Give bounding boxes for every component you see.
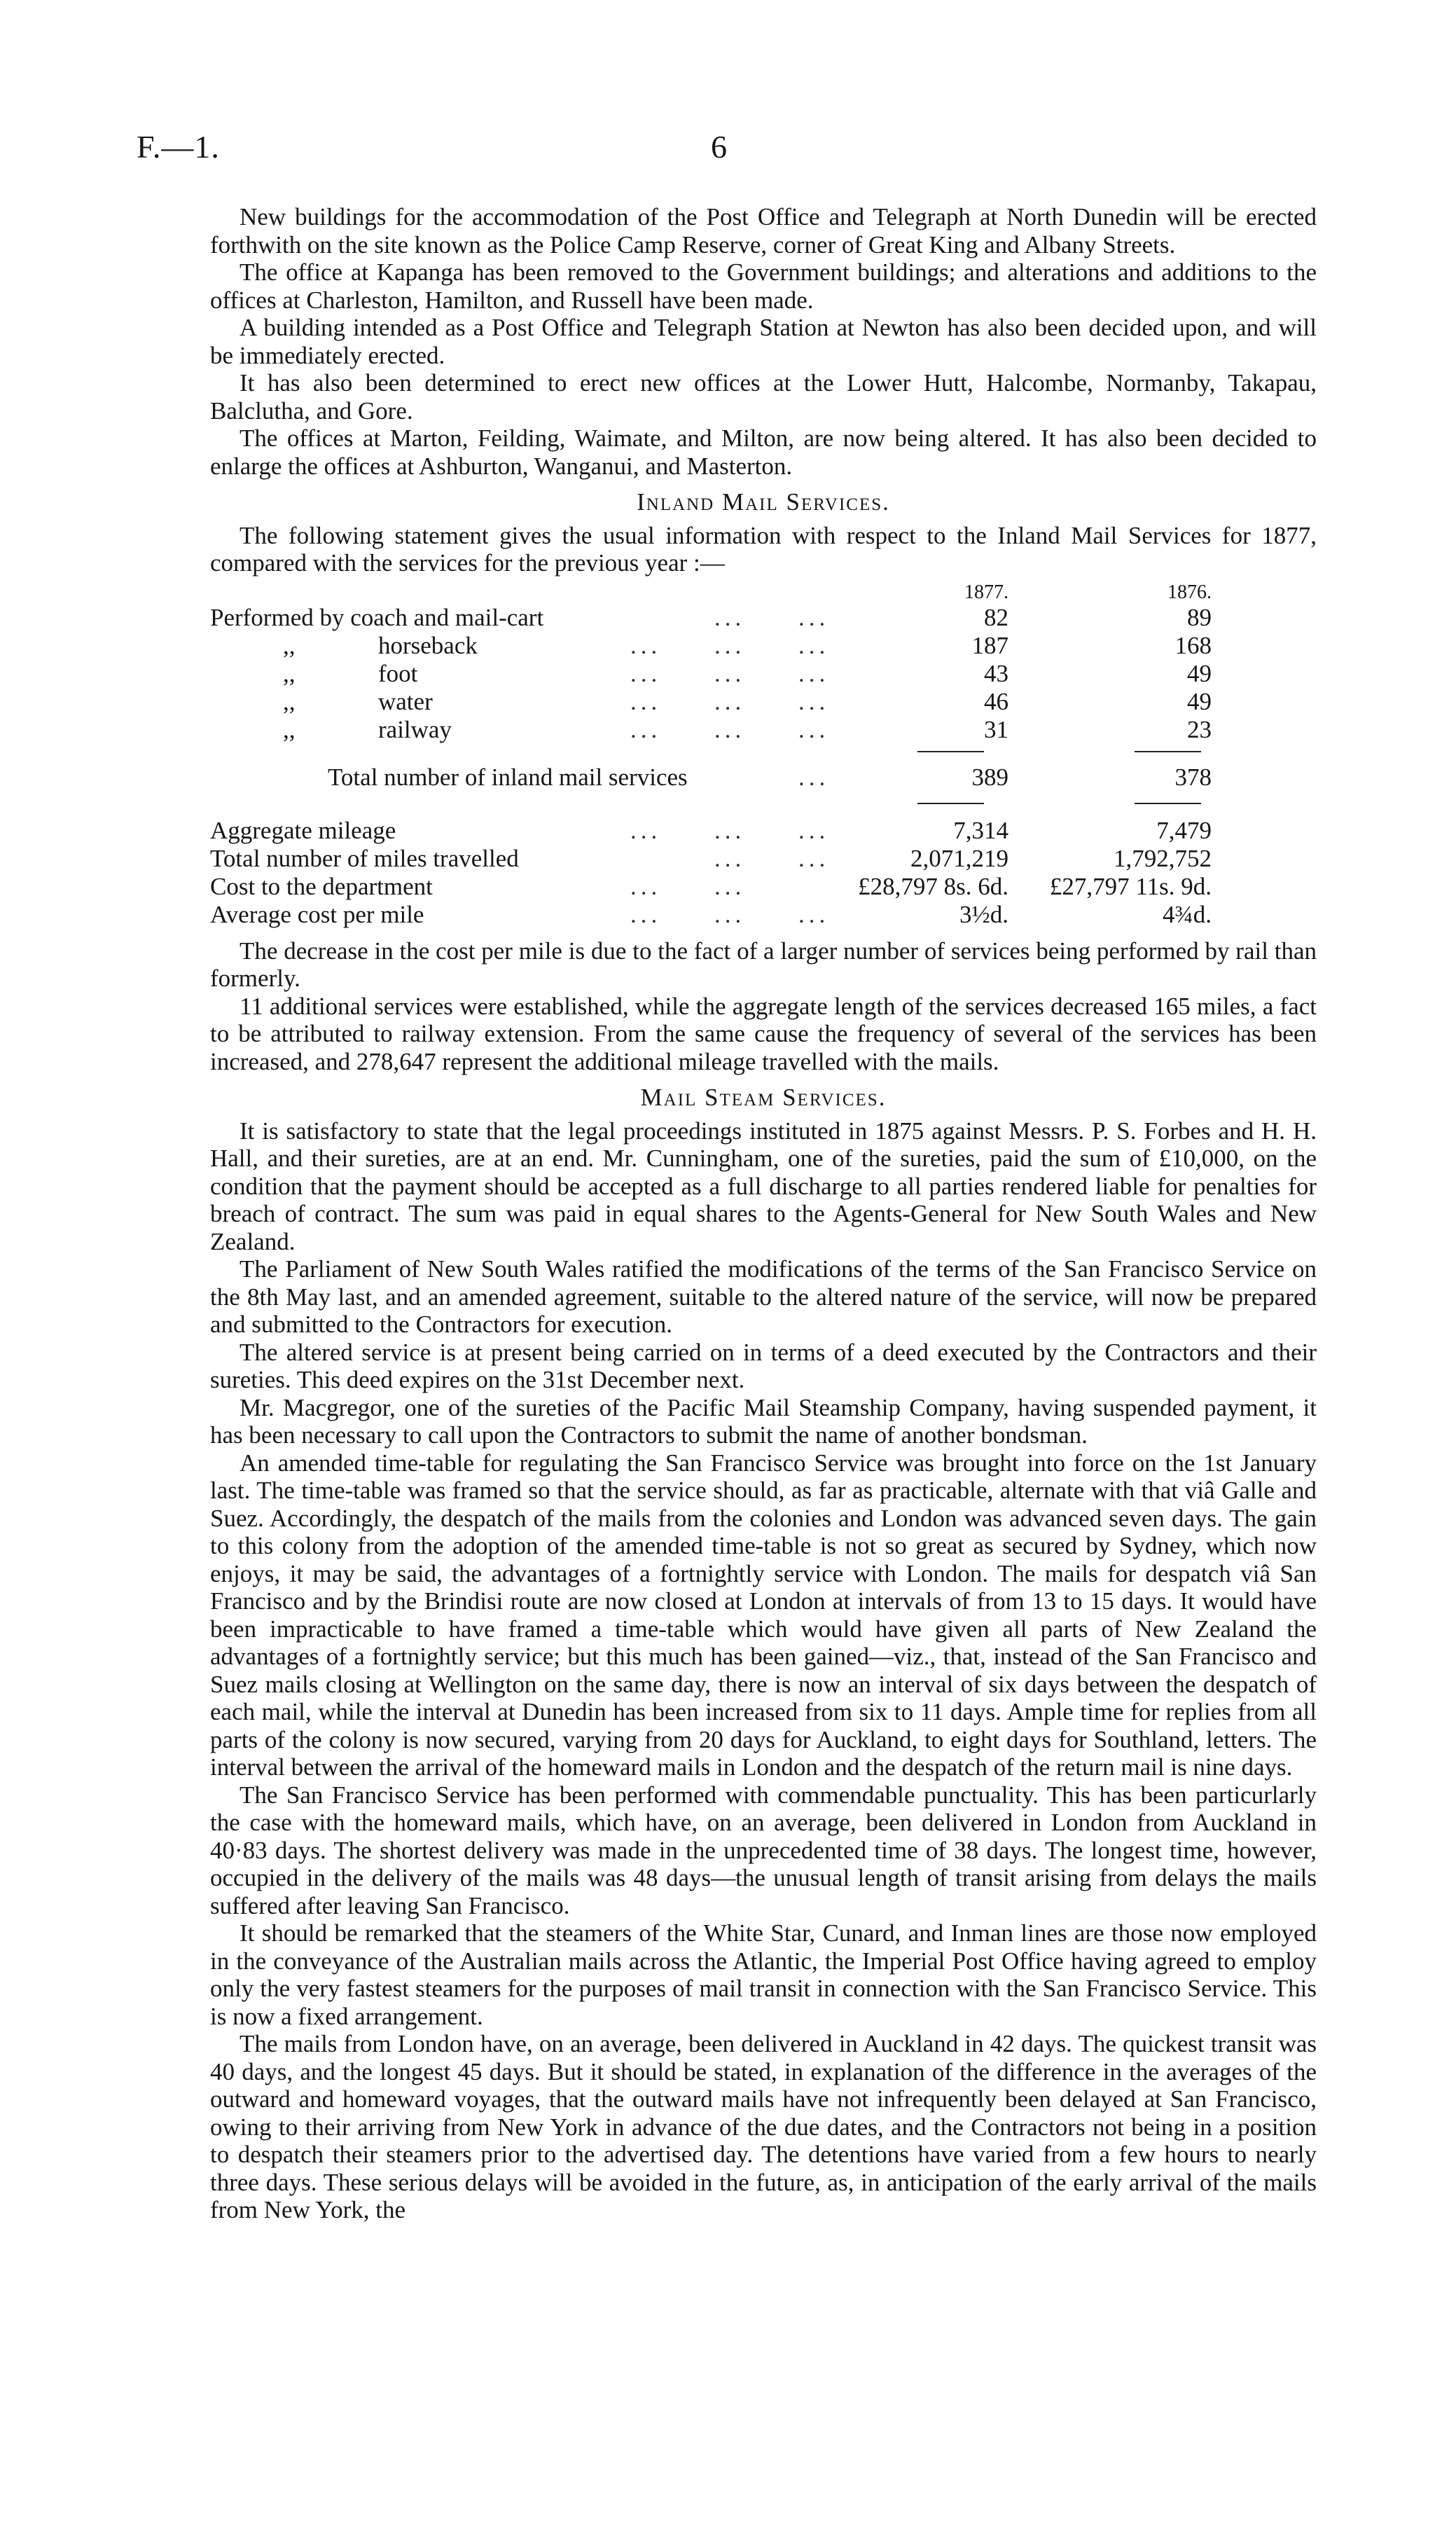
leader-dots: ...	[798, 715, 830, 743]
summary-label: Average cost per mile	[210, 900, 424, 928]
leader-dots: ...	[798, 844, 830, 872]
paragraph: The following statement gives the usual information with respect to the Inland Mail Services for 1877, compared with the services for the previous year :—	[210, 521, 1317, 577]
leader-dots: ...	[798, 631, 830, 659]
leader-dots: ...	[630, 900, 662, 928]
leader-dots: ...	[714, 816, 746, 844]
leader-dots: ...	[798, 900, 830, 928]
paragraph: The offices at Marton, Feilding, Waimate, and Milton, are now being altered. It has also been decided to enlarge the offices at Ashburton, Wanganui, and Masterton.	[210, 425, 1317, 480]
leader-dots: ...	[630, 816, 662, 844]
paragraph: The mails from London have, on an average, been delivered in Auckland in 42 days. The quickest transit was 40 days, and the longest 45 days. But it should be stated, in explanation of the difference in the averages of the outward and homeward voyages, that the outward mails have not infrequently been delayed at San Francisco, owing to their arriving from New York in advance of the due dates, and the Contractors not being in a position to despatch their steamers prior to the advertised day. The detentions have varied from a few hours to nearly three days. These serious delays will be avoided in the future, as, in anticipation of the early arrival of the mails from New York, the	[210, 2030, 1317, 2223]
row-label: water	[378, 687, 433, 715]
summary-1876: £27,797 11s. 9d.	[1049, 872, 1212, 900]
total-1876: 378	[1174, 763, 1212, 791]
subtotal-rule	[917, 803, 984, 804]
paragraph: The San Francisco Service has been performed with commendable punctuality. This has been particurlarly the case with the homeward mails, which have, on an average, been delivered in London from Auckland in 40·83 days. The shortest delivery was made in the unprecedented time of 38 days. The longest time, however, occupied in the delivery of the mails was 48 days—the unusual length of transit arising from delays the mails suffered after leaving San Francisco.	[210, 1781, 1317, 1919]
ditto-mark: ,,	[283, 631, 296, 659]
leader-dots: ...	[714, 872, 746, 900]
row-label: horseback	[378, 631, 478, 659]
summary-row	[210, 901, 1317, 929]
paragraph: 11 additional services were established, while the aggregate length of the services decreased 165 miles, a fact to be attributed to railway extension. From the same cause the frequency of several of the services has been increased, and 278,647 represent the additional mileage travelled with the mails.	[210, 992, 1317, 1075]
column-header-1876: 1876.	[1167, 581, 1212, 603]
subtotal-rule	[1135, 751, 1201, 752]
summary-row	[210, 845, 1317, 873]
paragraph: The office at Kapanga has been removed to the Government buildings; and alterations and additions to the offices at Charleston, Hamilton, and Russell have been made.	[210, 258, 1317, 314]
total-1877: 389	[971, 763, 1008, 791]
ditto-mark: ,,	[283, 687, 296, 715]
leader-dots: ...	[630, 872, 662, 900]
paragraph: The Parliament of New South Wales ratified the modifications of the terms of the San Francisco Service on the 8th May last, and an amended agreement, suitable to the altered nature of the service, will now be prepared and submitted to the Contractors for execution.	[210, 1255, 1317, 1338]
paragraph: The altered service is at present being carried on in terms of a deed executed by the Contractors and their sureties. This deed expires on the 31st December next.	[210, 1338, 1317, 1393]
cell-1876: 49	[1187, 687, 1212, 715]
row-label: railway	[378, 715, 452, 743]
summary-row	[210, 817, 1317, 845]
page-body	[210, 203, 1317, 2224]
cell-1876: 89	[1187, 603, 1212, 631]
summary-1877: £28,797 8s. 6d.	[858, 872, 1008, 900]
summary-1877: 7,314	[953, 816, 1008, 844]
summary-1876: 4¾d.	[1163, 900, 1212, 928]
table-header-row	[210, 579, 1317, 607]
paragraph: New buildings for the accommodation of the Post Office and Telegraph at North Dunedin will be erected forthwith on the site known as the Police Camp Reserve, corner of Great King and Albany Streets.	[210, 203, 1317, 258]
subtotal-rule	[1135, 803, 1201, 804]
cell-1876: 49	[1187, 659, 1212, 687]
leader-dots: ...	[798, 603, 830, 631]
leader-dots: ...	[630, 631, 662, 659]
leader-dots: ...	[630, 715, 662, 743]
table-row	[210, 716, 1317, 744]
ditto-mark: ,,	[283, 659, 296, 687]
summary-1876: 7,479	[1156, 816, 1212, 844]
cell-1877: 187	[971, 631, 1008, 659]
leader-dots: ...	[714, 659, 746, 687]
summary-1876: 1,792,752	[1114, 844, 1212, 872]
cell-1876: 168	[1174, 631, 1212, 659]
leader-dots: ...	[798, 687, 830, 715]
leader-dots: ...	[798, 763, 830, 791]
cell-1877: 82	[984, 603, 1008, 631]
subtotal-rule	[917, 751, 984, 752]
paragraph: It is satisfactory to state that the legal proceedings instituted in 1875 against Messrs. P. S. Forbes and H. H. Hall, and their sureties, are at an end. Mr. Cunningham, one of the sureties, paid the sum of £10,000, on the condition that the payment should be accepted as a full discharge to all parties rendered liable for penalties for breach of contract. The sum was paid in equal shares to the Agents-General for New South Wales and New Zealand.	[210, 1117, 1317, 1255]
column-header-1877: 1877.	[964, 581, 1008, 603]
table-row	[210, 660, 1317, 688]
section-heading-steam: Mail Steam Services.	[640, 1084, 887, 1111]
summary-label: Cost to the department	[210, 872, 433, 900]
paragraph: Mr. Macgregor, one of the sureties of the Pacific Mail Steamship Company, having suspended payment, it has been necessary to call upon the Contractors to submit the name of another bondsman.	[210, 1393, 1317, 1449]
table-total-row	[210, 764, 1317, 792]
cell-1876: 23	[1187, 715, 1212, 743]
leader-dots: ...	[714, 603, 746, 631]
leader-dots: ...	[714, 631, 746, 659]
table-row	[210, 632, 1317, 660]
leader-dots: ...	[714, 687, 746, 715]
leader-dots: ...	[630, 687, 662, 715]
leader-dots: ...	[714, 844, 746, 872]
row-label: foot	[378, 659, 418, 687]
summary-1877: 2,071,219	[910, 844, 1008, 872]
paragraph: The decrease in the cost per mile is due to the fact of a larger number of services being performed by rail than formerly.	[210, 937, 1317, 992]
total-label: Total number of inland mail services	[328, 763, 688, 791]
section-heading-inland: Inland Mail Services.	[637, 488, 890, 516]
inland-statistics-table	[210, 579, 1317, 999]
page-number: 6	[711, 129, 727, 165]
cell-1877: 43	[984, 659, 1008, 687]
leader-dots: ...	[798, 816, 830, 844]
paragraph: It should be remarked that the steamers of the White Star, Cunard, and Inman lines are those now employed in the conveyance of the Australian mails across the Atlantic, the Imperial Post Office having agreed to employ only the very fastest steamers for the purposes of mail transit in connection with the San Francisco Service. This is now a fixed arrangement.	[210, 1919, 1317, 2030]
ditto-mark: ,,	[283, 715, 296, 743]
row-label: Performed by coach and mail-cart	[210, 603, 544, 631]
table-row	[210, 688, 1317, 716]
summary-label: Aggregate mileage	[210, 816, 396, 844]
leader-dots: ...	[714, 900, 746, 928]
leader-dots: ...	[798, 659, 830, 687]
paragraph: It has also been determined to erect new offices at the Lower Hutt, Halcombe, Normanby, Takapau, Balclutha, and Gore.	[210, 369, 1317, 425]
summary-row	[210, 873, 1317, 901]
cell-1877: 46	[984, 687, 1008, 715]
summary-1877: 3½d.	[959, 900, 1008, 928]
summary-label: Total number of miles travelled	[210, 844, 519, 872]
table-row	[210, 604, 1317, 632]
series-label: F.—1.	[137, 129, 220, 165]
cell-1877: 31	[984, 715, 1008, 743]
paragraph: A building intended as a Post Office and Telegraph Station at Newton has also been decided upon, and will be immediately erected.	[210, 314, 1317, 369]
leader-dots: ...	[630, 659, 662, 687]
leader-dots: ...	[714, 715, 746, 743]
paragraph: An amended time-table for regulating the San Francisco Service was brought into force on the 1st January last. The time-table was framed so that the service should, as far as practicable, alternate with that viâ Galle and Suez. Accordingly, the despatch of the mails from the colonies and London was advanced seven days. The gain to this colony from the adoption of the amended time-table is not so great as secured by Sydney, which now enjoys, it may be said, the advantages of a fortnightly service with London. The mails for despatch viâ San Francisco and by the Brindisi route are now closed at London at intervals of from 13 to 15 days. It would have been impracticable to have framed a time-table which would have given all parts of New Zealand the advantages of a fortnightly service; but this much has been gained—viz., that, instead of the San Francisco and Suez mails closing at Wellington on the same day, there is now an interval of six days between the despatch of each mail, while the interval at Dunedin has been increased from six to 11 days. Ample time for replies from all parts of the colony is now secured, varying from 20 days for Auckland, to eight days for Southland, letters. The interval between the arrival of the homeward mails in London and the despatch of the return mail is nine days.	[210, 1449, 1317, 1781]
page-header	[137, 129, 1327, 175]
